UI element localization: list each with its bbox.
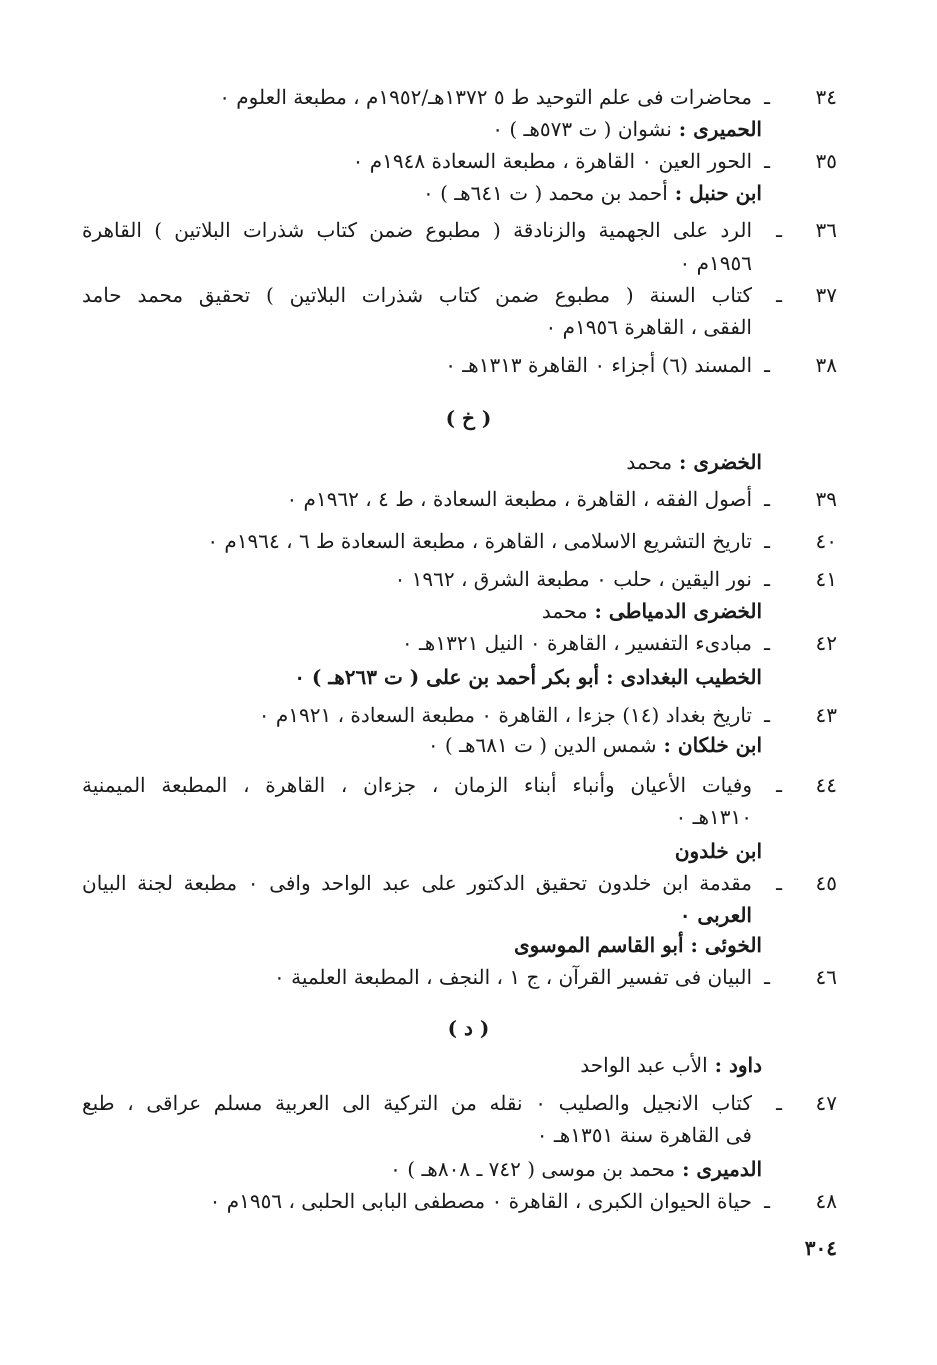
entry-number: ٤٢	[815, 631, 837, 655]
entry-number: ٣٧	[815, 283, 837, 307]
entry-number: ٤١	[815, 567, 837, 591]
bibliography-entry	[82, 868, 837, 898]
bibliography-entry	[402, 628, 837, 658]
entry-dash: ـ	[776, 1091, 782, 1115]
entry-continuation	[537, 1120, 752, 1150]
entry-text: البيان فى تفسير القرآن ، ج ١ ، النجف ، المطبعة العلمية ٠	[273, 965, 752, 989]
entry-number: ٣٦	[815, 218, 837, 242]
entry-dash: ـ	[764, 149, 770, 173]
entry-number: ٤٥	[815, 871, 837, 895]
entry-continuation	[676, 802, 752, 832]
bibliography-entry	[353, 146, 837, 176]
entry-number: ٤٦	[815, 965, 837, 989]
author-name: الحميرى :	[678, 117, 762, 141]
author-name: داود :	[714, 1053, 762, 1077]
entry-dash: ـ	[776, 871, 782, 895]
bibliography-entry	[445, 350, 837, 380]
entry-text: الرد على الجهمية والزنادقة ( مطبوع ضمن كتاب شذرات البلاتين ) القاهرة	[82, 218, 752, 242]
author-name: ابن حنبل :	[674, 181, 762, 205]
author-heading	[514, 930, 762, 960]
entry-dash: ـ	[764, 85, 770, 109]
author-name: الخطيب البغدادى :	[606, 665, 762, 689]
author-heading	[428, 730, 762, 760]
author-details: أحمد بن محمد ( ت ٦٤١هـ ) ٠	[422, 181, 668, 205]
continuation-text: ١٣١٠هـ ٠	[675, 805, 752, 829]
bibliography-entry	[274, 962, 837, 992]
author-details: أبو بكر أحمد بن على ( ت ٢٦٣هـ ) ٠	[294, 665, 600, 689]
section-letter-heading: ( د )	[447, 1016, 490, 1040]
bibliography-entry	[82, 1088, 837, 1118]
entry-text: حياة الحيوان الكبرى ، القاهرة ٠ مصطفى البابى الحلبى ، ١٩٥٦م ٠	[209, 1189, 752, 1213]
author-details: أبو القاسم الموسوى	[513, 933, 684, 957]
entry-text: المسند (٦) أجزاء ٠ القاهرة ١٣١٣هـ ٠	[445, 353, 752, 377]
entry-text: كتاب السنة ( مطبوع ضمن كتاب شذرات البلاتين ) تحقيق محمد حامد	[82, 283, 752, 307]
entry-number: ٤٣	[815, 703, 837, 727]
bibliography-entry	[219, 82, 837, 112]
entry-dash: ـ	[764, 703, 770, 727]
entry-dash: ـ	[764, 965, 770, 989]
entry-dash: ـ	[764, 529, 770, 553]
section-letter-heading: ( خ )	[445, 406, 492, 430]
entry-text: مقدمة ابن خلدون تحقيق الدكتور على عبد الواحد وافى ٠ مطبعة لجنة البيان	[82, 871, 752, 895]
author-heading	[492, 114, 762, 144]
entry-number: ٣٤	[815, 85, 837, 109]
author-name: ابن خلكان :	[663, 733, 762, 757]
entry-number: ٤٤	[815, 773, 837, 797]
bibliography-entry	[207, 526, 837, 556]
entry-dash: ـ	[776, 218, 782, 242]
entry-text: نور اليقين ، حلب ٠ مطبعة الشرق ، ١٩٦٢ ٠	[394, 567, 752, 591]
entry-text: أصول الفقه ، القاهرة ، مطبعة السعادة ، ط ٤ ، ١٩٦٢م ٠	[286, 487, 752, 511]
entry-number: ٣٥	[815, 149, 837, 173]
author-heading	[390, 1154, 762, 1184]
bibliography-entry	[210, 1186, 837, 1216]
entry-number: ٤٠	[815, 529, 837, 553]
author-heading	[542, 596, 762, 626]
continuation-text: العربى ٠	[679, 903, 752, 927]
entry-dash: ـ	[764, 1189, 770, 1213]
author-name: الخضرى :	[679, 450, 762, 474]
entry-text: كتاب الانجيل والصليب ٠ نقله من التركية الى العربية مسلم عراقى ، طبع	[82, 1091, 752, 1115]
entry-number: ٤٧	[815, 1091, 837, 1115]
author-heading	[626, 447, 762, 477]
entry-number: ٣٨	[815, 353, 837, 377]
author-details: محمد بن موسى ( ٧٤٢ ـ ٨٠٨هـ ) ٠	[390, 1157, 676, 1181]
entry-dash: ـ	[764, 631, 770, 655]
entry-dash: ـ	[764, 567, 770, 591]
entry-continuation	[680, 248, 752, 278]
continuation-text: الفقى ، القاهرة ١٩٥٦م ٠	[545, 315, 752, 339]
entry-number: ٤٨	[815, 1189, 837, 1213]
entry-dash: ـ	[776, 283, 782, 307]
bibliography-entry	[82, 280, 837, 310]
author-details: محمد	[541, 599, 588, 623]
bibliography-entry	[286, 484, 837, 514]
continuation-text: فى القاهرة سنة ١٣٥١هـ ٠	[536, 1123, 752, 1147]
continuation-text: ١٩٥٦م ٠	[679, 251, 752, 275]
author-heading	[423, 178, 762, 208]
entry-text: مبادىء التفسير ، القاهرة ٠ النيل ١٣٢١هـ ٠	[401, 631, 752, 655]
author-heading	[675, 836, 762, 866]
entry-continuation	[680, 900, 752, 930]
entry-dash: ـ	[776, 773, 782, 797]
author-name: الخضرى الدمياطى :	[594, 599, 762, 623]
bibliography-entry	[82, 215, 837, 245]
entry-text: تاريخ التشريع الاسلامى ، القاهرة ، مطبعة السعادة ط ٦ ، ١٩٦٤م ٠	[207, 529, 752, 553]
entry-text: محاضرات فى علم التوحيد ط ٥ ١٣٧٢هـ/١٩٥٢م ، مطبعة العلوم ٠	[219, 85, 752, 109]
author-details: نشوان ( ت ٥٧٣هـ ) ٠	[492, 117, 672, 141]
entry-text: الحور العين ٠ القاهرة ، مطبعة السعادة ١٩٤٨م ٠	[352, 149, 752, 173]
entry-text: وفيات الأعيان وأنباء أبناء الزمان ، جزءان ، القاهرة ، المطبعة الميمنية	[82, 773, 752, 797]
bibliography-entry	[395, 564, 837, 594]
entry-dash: ـ	[764, 353, 770, 377]
author-details: محمد	[626, 450, 673, 474]
bibliography-entry	[259, 700, 837, 730]
entry-dash: ـ	[764, 487, 770, 511]
author-heading	[580, 1050, 762, 1080]
entry-number: ٣٩	[815, 487, 837, 511]
author-details: الأب عبد الواحد	[580, 1053, 708, 1077]
entry-text: تاريخ بغداد (١٤) جزءا ، القاهرة ٠ مطبعة السعادة ، ١٩٢١م ٠	[258, 703, 752, 727]
author-name: الدميرى :	[682, 1157, 762, 1181]
author-details: شمس الدين ( ت ٦٨١هـ ) ٠	[427, 733, 657, 757]
page-number: ٣٠٤	[804, 1236, 837, 1260]
author-name: الخوئى :	[690, 933, 762, 957]
author-name: ابن خلدون	[674, 839, 762, 863]
author-heading	[294, 662, 762, 692]
bibliography-entry	[82, 770, 837, 800]
entry-continuation	[546, 312, 752, 342]
